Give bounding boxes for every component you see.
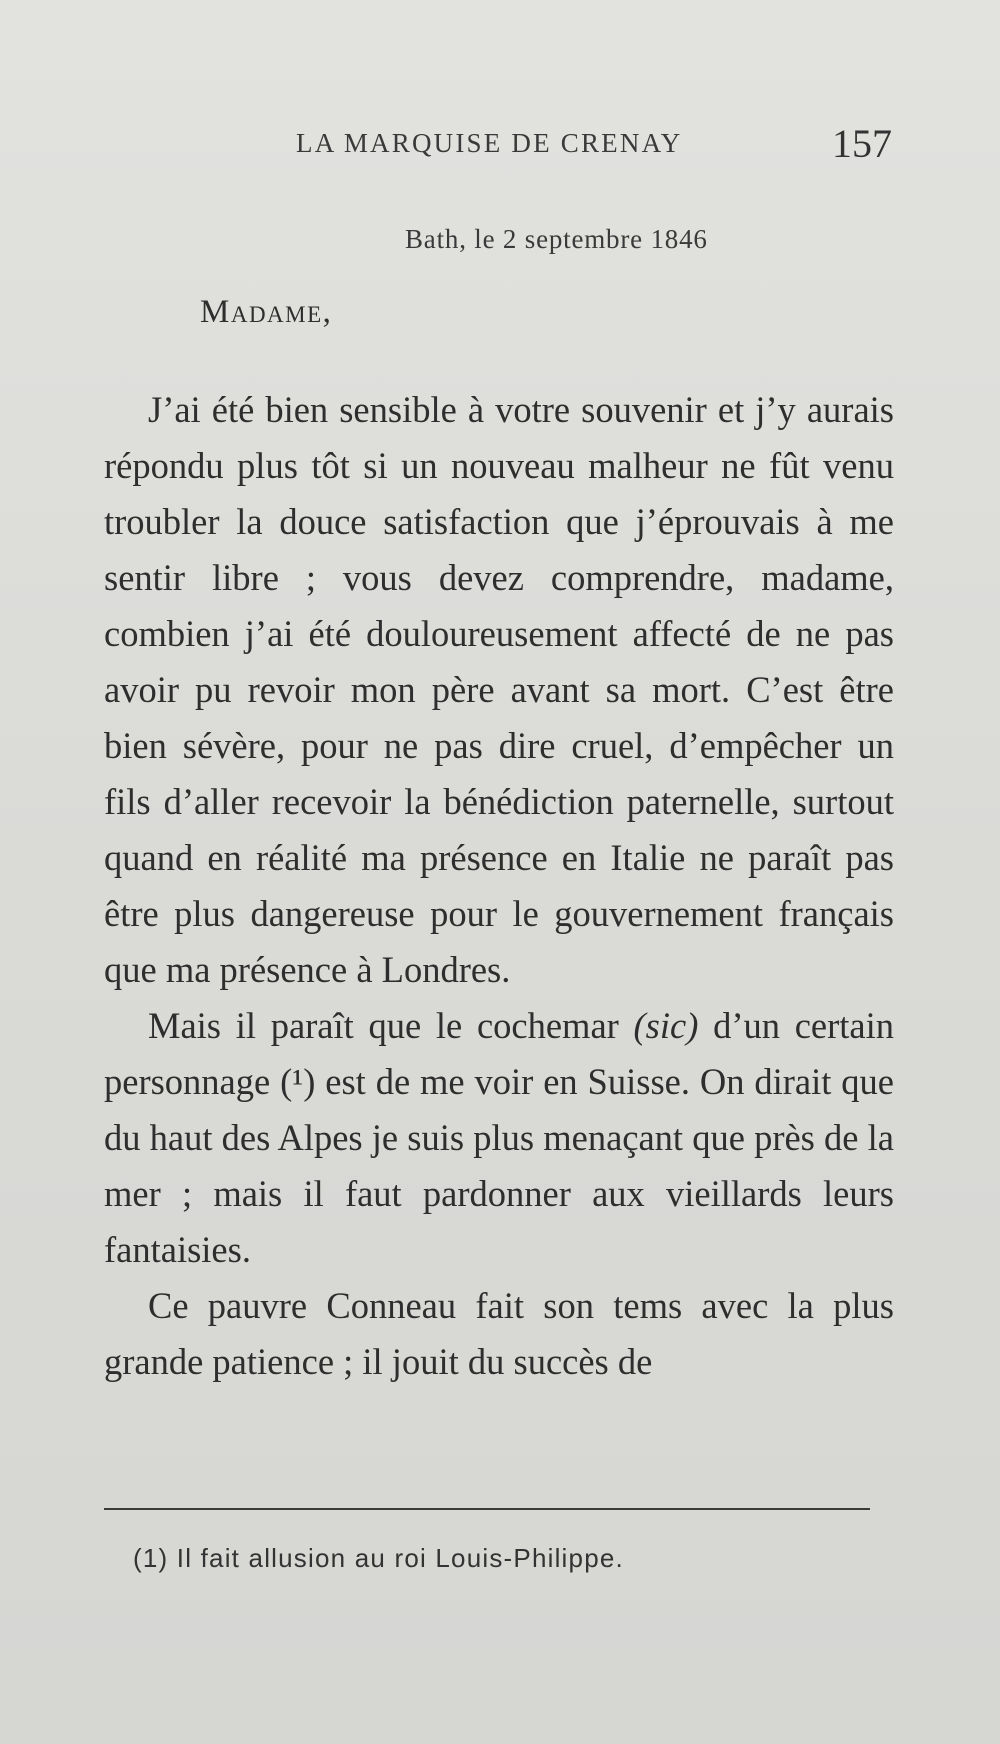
running-title: LA MARQUISE DE CRENAY bbox=[296, 128, 683, 158]
footnote-text: (1) Il fait allusion au roi Louis-Philippe. bbox=[133, 1543, 624, 1573]
letter-body bbox=[104, 382, 894, 1390]
paragraph-2-end: est de me voir en Suisse. On dirait que du haut des Alpes je suis plus menaçant que près de la mer ; mais il faut pardonner aux vieillards leurs fantaisies. bbox=[104, 1061, 894, 1270]
paragraph-2-start: Mais il paraît que le cochemar bbox=[148, 1005, 634, 1046]
paragraph-3: Ce pauvre Conneau fait son tems avec la plus grande patience ; il jouit du succès de bbox=[104, 1285, 894, 1382]
paragraph-1: J’ai été bien sensible à votre souvenir et j’y aurais répondu plus tôt si un nouveau malheur ne fût venu troubler la douce satisfaction que j’éprouvais à me sentir libre ; vous devez comprendre, madame, combien j’ai été douloureusement affecté de ne pas avoir pu revoir mon père avant sa mort. C’est être bien sévère, pour ne pas dire cruel, d’empêcher un fils d’aller recevoir la bénédiction paternelle, surtout quand en réalité ma présence en Italie ne paraît pas être plus dangereuse pour le gouvernement français que ma présence à Londres. bbox=[104, 389, 894, 990]
paragraph-2-mid: d’un certain personnage bbox=[104, 1005, 894, 1102]
paragraph-2 bbox=[104, 998, 894, 1278]
sic-annotation: (sic) bbox=[633, 1005, 699, 1046]
letter-dateline: Bath, le 2 septembre 1846 bbox=[405, 224, 708, 254]
letter-salutation: Madame, bbox=[200, 294, 333, 330]
page-number: 157 bbox=[832, 121, 892, 166]
footnote-reference: (¹) bbox=[280, 1061, 316, 1102]
footnote-rule bbox=[104, 1508, 870, 1510]
